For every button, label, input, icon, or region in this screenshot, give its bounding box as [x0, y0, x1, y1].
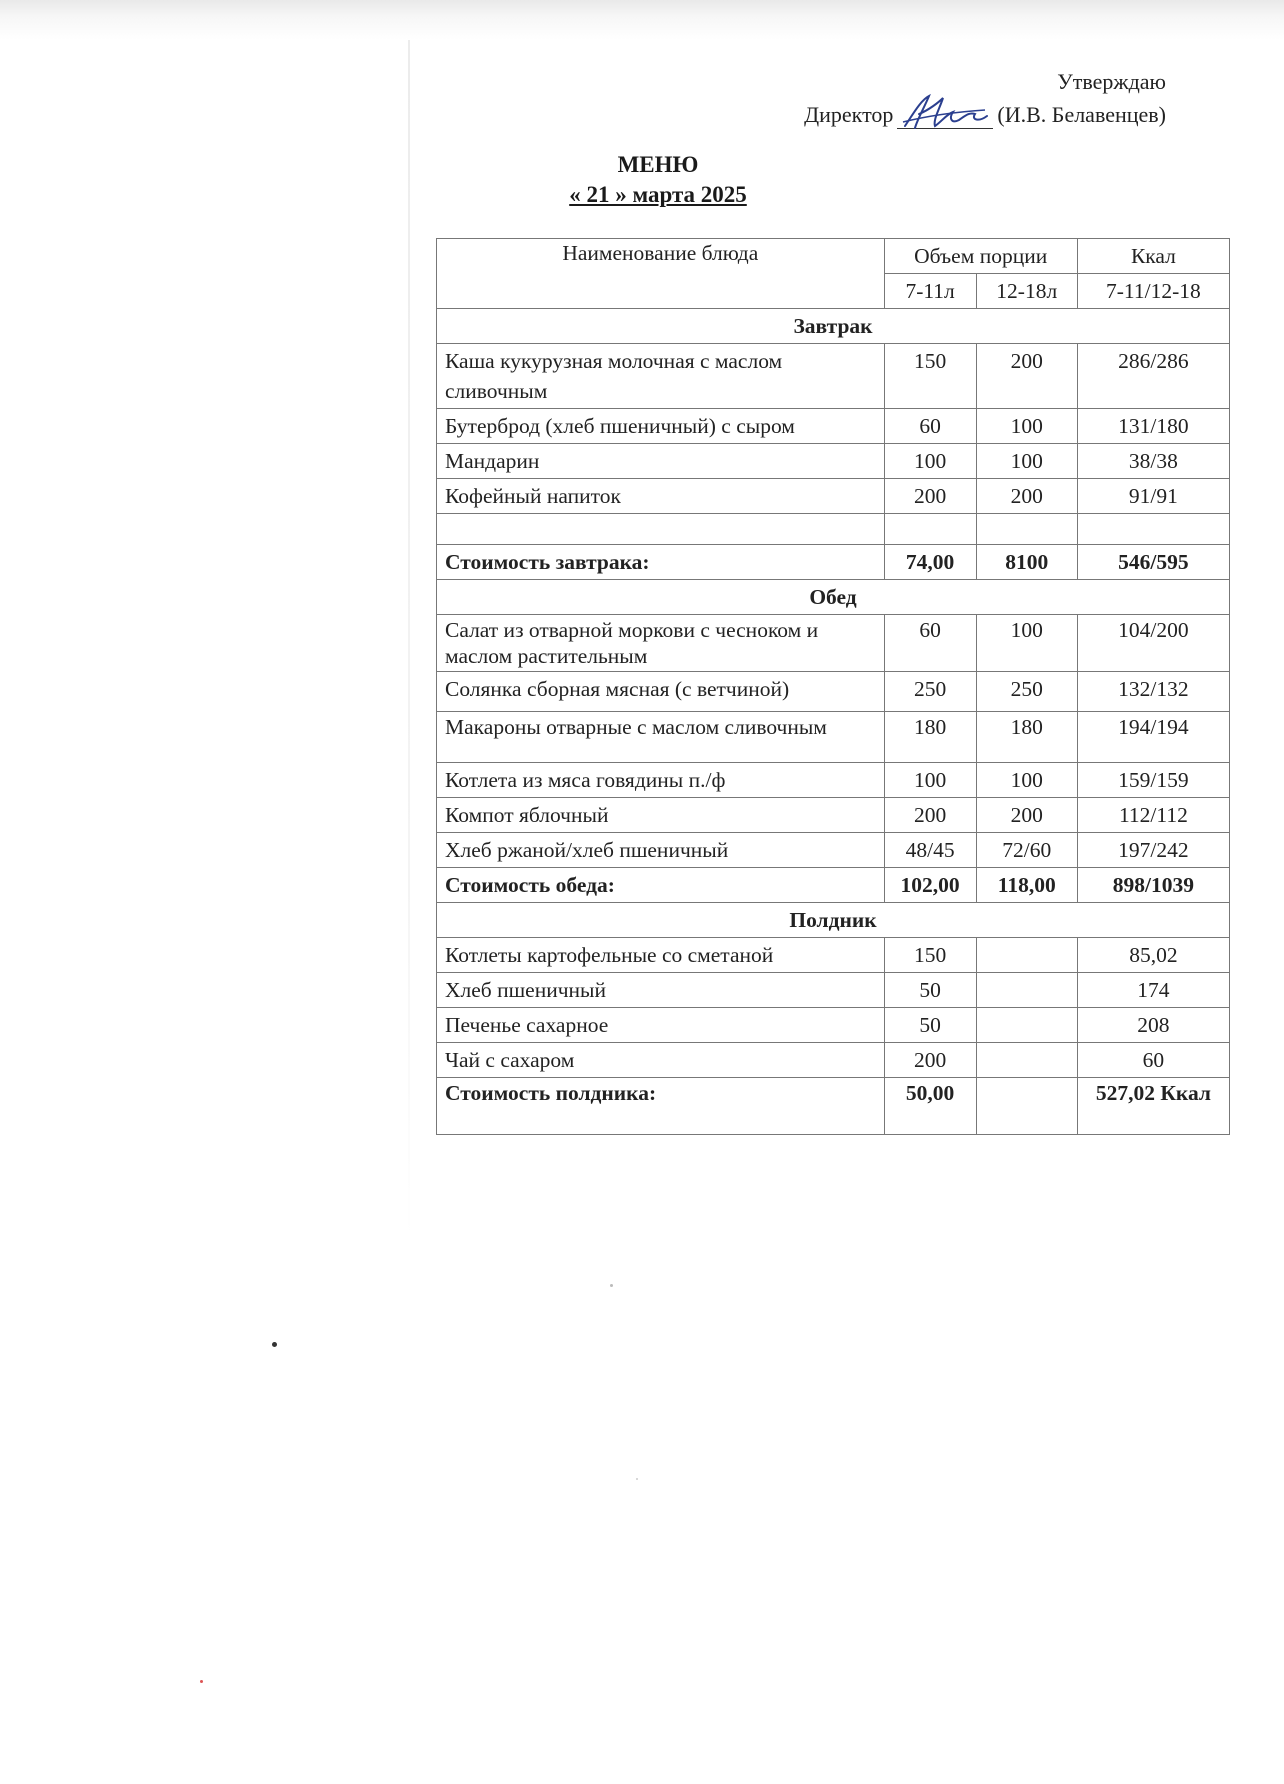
portion-b: 100	[976, 409, 1077, 444]
total-b: 118,00	[976, 868, 1077, 903]
portion-b	[976, 938, 1077, 973]
approve-word: Утверждаю	[1057, 69, 1166, 94]
portion-a: 200	[884, 479, 976, 514]
table-header-row	[437, 239, 1230, 274]
empty-cell	[884, 514, 976, 545]
portion-b: 100	[976, 615, 1077, 672]
total-kcal: 898/1039	[1077, 868, 1229, 903]
dish-name: Бутерброд (хлеб пшеничный) с сыром	[437, 409, 885, 444]
scan-speck	[272, 1342, 277, 1347]
section-snack	[437, 903, 1230, 938]
section-title: Завтрак	[437, 309, 1230, 344]
portion-a: 200	[884, 798, 976, 833]
kcal: 194/194	[1077, 712, 1229, 763]
table-row	[437, 712, 1230, 763]
kcal: 132/132	[1077, 672, 1229, 712]
portion-a: 48/45	[884, 833, 976, 868]
kcal: 131/180	[1077, 409, 1229, 444]
total-b	[976, 1078, 1077, 1135]
header-portion: Объем порции	[884, 239, 1077, 274]
total-a: 102,00	[884, 868, 976, 903]
dish-name: Чай с сахаром	[437, 1043, 885, 1078]
portion-a: 50	[884, 1008, 976, 1043]
header-dish-name: Наименование блюда	[437, 239, 885, 309]
director-line	[804, 96, 1166, 129]
total-label: Стоимость завтрака:	[437, 545, 885, 580]
total-a: 50,00	[884, 1078, 976, 1135]
dish-name: Котлеты картофельные со сметаной	[437, 938, 885, 973]
dish-name: Мандарин	[437, 444, 885, 479]
portion-a: 150	[884, 344, 976, 409]
table-row	[437, 409, 1230, 444]
signature-icon	[899, 92, 991, 132]
kcal: 91/91	[1077, 479, 1229, 514]
kcal: 60	[1077, 1043, 1229, 1078]
empty-cell	[976, 514, 1077, 545]
kcal: 286/286	[1077, 344, 1229, 409]
total-label: Стоимость полдника:	[437, 1078, 885, 1135]
portion-a: 180	[884, 712, 976, 763]
portion-b: 200	[976, 344, 1077, 409]
portion-a: 60	[884, 409, 976, 444]
dish-name: Солянка сборная мясная (с ветчиной)	[437, 672, 885, 712]
total-a: 74,00	[884, 545, 976, 580]
kcal: 208	[1077, 1008, 1229, 1043]
menu-title	[468, 150, 848, 210]
portion-b: 100	[976, 763, 1077, 798]
kcal: 159/159	[1077, 763, 1229, 798]
table-row	[437, 973, 1230, 1008]
portion-a: 100	[884, 763, 976, 798]
lunch-total-row	[437, 868, 1230, 903]
table-row	[437, 798, 1230, 833]
scan-shadow-left	[408, 40, 410, 1240]
total-kcal: 546/595	[1077, 545, 1229, 580]
section-title: Обед	[437, 580, 1230, 615]
portion-a: 250	[884, 672, 976, 712]
portion-a: 100	[884, 444, 976, 479]
kcal: 104/200	[1077, 615, 1229, 672]
portion-b	[976, 973, 1077, 1008]
kcal: 85,02	[1077, 938, 1229, 973]
scan-speck	[636, 1478, 638, 1480]
portion-a: 50	[884, 973, 976, 1008]
director-signature	[897, 96, 993, 129]
table-row	[437, 672, 1230, 712]
director-name: (И.В. Белавенцев)	[997, 102, 1166, 127]
dish-name: Котлета из мяса говядины п./ф	[437, 763, 885, 798]
empty-cell	[437, 514, 885, 545]
dish-name: Хлеб пшеничный	[437, 973, 885, 1008]
portion-b: 180	[976, 712, 1077, 763]
table-row	[437, 344, 1230, 409]
dish-name: Каша кукурузная молочная с маслом сливочным	[437, 344, 885, 409]
portion-b: 200	[976, 798, 1077, 833]
portion-b: 250	[976, 672, 1077, 712]
total-kcal: 527,02 Ккал	[1077, 1078, 1229, 1135]
dish-name: Макароны отварные с маслом сливочным	[437, 712, 885, 763]
scan-shadow-top	[0, 0, 1284, 40]
table-row	[437, 763, 1230, 798]
portion-b	[976, 1008, 1077, 1043]
menu-table	[436, 238, 1230, 1135]
breakfast-total-row	[437, 545, 1230, 580]
dish-name: Печенье сахарное	[437, 1008, 885, 1043]
kcal: 38/38	[1077, 444, 1229, 479]
empty-row	[437, 514, 1230, 545]
table-row	[437, 1008, 1230, 1043]
scan-speck	[610, 1284, 613, 1287]
dish-name: Компот яблочный	[437, 798, 885, 833]
director-label: Директор	[804, 102, 894, 127]
portion-b: 72/60	[976, 833, 1077, 868]
scan-speck	[200, 1680, 203, 1683]
table-row	[437, 1043, 1230, 1078]
table-row	[437, 938, 1230, 973]
menu-date: « 21 » марта 2025	[569, 182, 747, 207]
portion-b	[976, 1043, 1077, 1078]
total-b: 8100	[976, 545, 1077, 580]
header-kcal: Ккал	[1077, 239, 1229, 274]
header-age-b: 12-18л	[976, 274, 1077, 309]
kcal: 197/242	[1077, 833, 1229, 868]
empty-cell	[1077, 514, 1229, 545]
portion-a: 60	[884, 615, 976, 672]
header-kcal-ages: 7-11/12-18	[1077, 274, 1229, 309]
snack-total-row	[437, 1078, 1230, 1135]
portion-b: 100	[976, 444, 1077, 479]
menu-heading: МЕНЮ	[617, 152, 699, 177]
table-row	[437, 444, 1230, 479]
kcal: 174	[1077, 973, 1229, 1008]
table-row	[437, 833, 1230, 868]
table-row	[437, 615, 1230, 672]
dish-name: Салат из отварной моркови с чесноком и маслом растительным	[437, 615, 885, 672]
total-label: Стоимость обеда:	[437, 868, 885, 903]
dish-name: Хлеб ржаной/хлеб пшеничный	[437, 833, 885, 868]
dish-name: Кофейный напиток	[437, 479, 885, 514]
approval-block	[804, 68, 1166, 129]
portion-a: 150	[884, 938, 976, 973]
portion-a: 200	[884, 1043, 976, 1078]
kcal: 112/112	[1077, 798, 1229, 833]
section-lunch	[437, 580, 1230, 615]
portion-b: 200	[976, 479, 1077, 514]
header-age-a: 7-11л	[884, 274, 976, 309]
section-title: Полдник	[437, 903, 1230, 938]
table-row	[437, 479, 1230, 514]
section-breakfast	[437, 309, 1230, 344]
